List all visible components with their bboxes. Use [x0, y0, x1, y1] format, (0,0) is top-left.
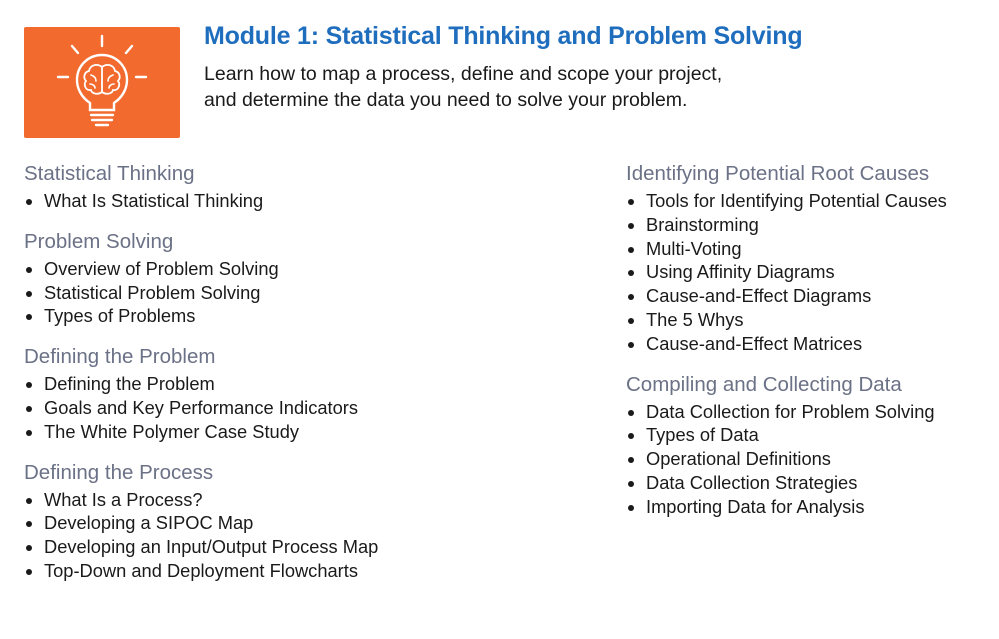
bullet-icon	[628, 433, 634, 439]
bullet-icon	[628, 505, 634, 511]
list-item-label: Types of Data	[646, 424, 759, 446]
list-item	[626, 284, 996, 308]
bullet-icon	[26, 545, 32, 551]
section-heading: Defining the Problem	[24, 345, 216, 369]
topic-list	[24, 189, 584, 213]
topic-list	[626, 189, 996, 356]
bullet-icon	[26, 521, 32, 527]
bullet-icon	[26, 314, 32, 320]
list-item	[626, 213, 996, 237]
list-item-label: What Is Statistical Thinking	[44, 190, 264, 211]
list-item-label: Developing an Input/Output Process Map	[44, 536, 379, 558]
list-item-label: Statistical Problem Solving	[44, 281, 261, 303]
module-description-line-1: Learn how to map a process, define and scope your project,	[204, 63, 723, 85]
list-item	[24, 511, 584, 535]
list-item-label: Using Affinity Diagrams	[646, 261, 835, 283]
bullet-icon	[26, 267, 32, 273]
module-title: Module 1: Statistical Thinking and Problem Solving	[204, 22, 803, 50]
list-item	[24, 396, 584, 420]
list-item-label: Brainstorming	[646, 213, 759, 235]
section-heading: Defining the Process	[24, 460, 214, 484]
list-item-label: Cause-and-Effect Matrices	[646, 332, 863, 354]
list-item	[626, 471, 996, 495]
bullet-icon	[26, 291, 32, 297]
list-item	[24, 304, 584, 328]
module-description-line-2: and determine the data you need to solve your problem.	[204, 89, 688, 111]
bullet-icon	[628, 342, 634, 348]
list-item	[24, 535, 584, 559]
topic-section	[24, 343, 584, 443]
bullet-icon	[628, 199, 634, 205]
list-item	[24, 281, 584, 305]
list-item	[24, 189, 584, 213]
bullet-icon	[26, 569, 32, 575]
bullet-icon	[26, 382, 32, 388]
list-item	[626, 423, 996, 447]
list-item	[24, 372, 584, 396]
bullet-icon	[628, 270, 634, 276]
topic-list	[24, 488, 584, 583]
list-item-label: Developing a SIPOC Map	[44, 512, 254, 534]
list-item	[626, 237, 996, 261]
right-topic-column	[626, 160, 996, 534]
list-item	[626, 308, 996, 332]
bullet-icon	[628, 247, 634, 253]
list-item	[626, 447, 996, 471]
left-topic-column	[24, 160, 584, 598]
bullet-icon	[628, 481, 634, 487]
section-heading: Compiling and Collecting Data	[626, 372, 902, 396]
list-item	[626, 260, 996, 284]
list-item-label: Importing Data for Analysis	[646, 495, 865, 517]
list-item-label: Top-Down and Deployment Flowcharts	[44, 559, 358, 581]
list-item	[24, 559, 584, 583]
bullet-icon	[26, 199, 32, 205]
list-item-label: Goals and Key Performance Indicators	[44, 396, 358, 418]
topic-section	[24, 459, 584, 583]
list-item	[626, 400, 996, 424]
bullet-icon	[628, 410, 634, 416]
topic-list	[24, 257, 584, 328]
list-item-label: What Is a Process?	[44, 488, 203, 510]
topic-section	[24, 160, 584, 213]
list-item-label: Multi-Voting	[646, 237, 742, 259]
list-item-label: The 5 Whys	[646, 308, 744, 330]
list-item	[24, 420, 584, 444]
section-heading: Problem Solving	[24, 229, 174, 253]
bullet-icon	[26, 406, 32, 412]
list-item-label: Data Collection for Problem Solving	[646, 400, 935, 422]
section-heading: Identifying Potential Root Causes	[626, 162, 930, 185]
list-item-label: Cause-and-Effect Diagrams	[646, 285, 872, 307]
list-item	[24, 488, 584, 512]
section-heading: Statistical Thinking	[24, 162, 195, 185]
list-item-label: Operational Definitions	[646, 448, 831, 470]
bullet-icon	[26, 498, 32, 504]
list-item-label: Data Collection Strategies	[646, 471, 858, 493]
module-icon-tile	[24, 27, 180, 138]
bullet-icon	[628, 294, 634, 300]
bullet-icon	[628, 223, 634, 229]
topic-section	[626, 160, 996, 356]
topic-section	[24, 228, 584, 328]
list-item-label: Types of Problems	[44, 305, 196, 327]
list-item	[626, 189, 996, 213]
bullet-icon	[628, 457, 634, 463]
topic-list	[626, 400, 996, 519]
list-item-label: Tools for Identifying Potential Causes	[646, 190, 947, 211]
bullet-icon	[26, 430, 32, 436]
list-item-label: The White Polymer Case Study	[44, 420, 300, 442]
topic-list	[24, 372, 584, 443]
list-item	[626, 495, 996, 519]
lightbulb-brain-icon	[24, 27, 180, 138]
module-description	[204, 61, 904, 113]
topic-section	[626, 371, 996, 519]
bullet-icon	[628, 318, 634, 324]
list-item-label: Defining the Problem	[44, 373, 215, 395]
list-item-label: Overview of Problem Solving	[44, 257, 279, 279]
list-item	[24, 257, 584, 281]
list-item	[626, 332, 996, 356]
